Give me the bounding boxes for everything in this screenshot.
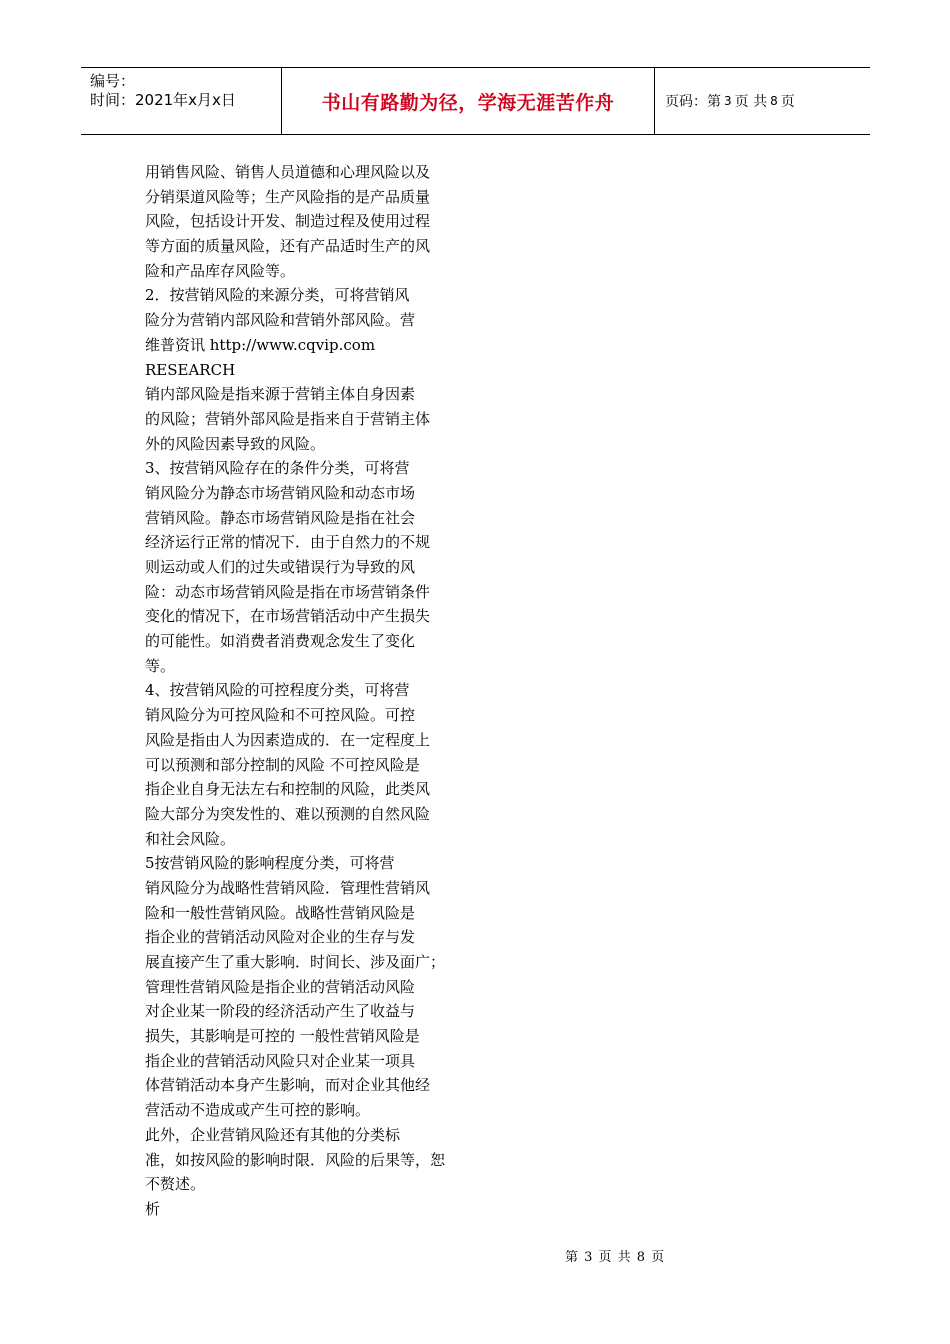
body-line: 销风险分为可控风险和不可控风险。可控 bbox=[145, 706, 416, 725]
body-line: 的风险；营销外部风险是指来自于营销主体 bbox=[145, 409, 431, 428]
body-line: 4、按营销风险的可控程度分类，可将营 bbox=[145, 681, 410, 700]
body-line: 展直接产生了重大影响．时间长、涉及面广； bbox=[145, 953, 446, 971]
header-page-indicator bbox=[665, 68, 795, 134]
body-line: 等。 bbox=[145, 656, 176, 675]
body-line: 险和产品库存风险等。 bbox=[145, 261, 296, 280]
body-line: 体营销活动本身产生影响，而对企业其他经 bbox=[145, 1076, 431, 1095]
body-line: 销内部风险是指来源于营销主体自身因素 bbox=[145, 385, 416, 404]
body-line: 险和一般性营销风险。战略性营销风险是 bbox=[145, 903, 416, 922]
body-line: 析 bbox=[145, 1199, 161, 1218]
body-line: 销风险分为战略性营销风险．管理性营销风 bbox=[145, 878, 431, 897]
body-line: 的可能性。如消费者消费观念发生了变化 bbox=[145, 632, 416, 651]
document-body bbox=[145, 160, 505, 1222]
body-line: 等方面的质量风险，还有产品适时生产的风 bbox=[145, 237, 431, 256]
page-current: 3 bbox=[724, 94, 732, 108]
body-line: 用销售风险、销售人员道德和心理风险以及 bbox=[145, 163, 431, 181]
body-line: 损失，其影响是可控的 一般性营销风险是 bbox=[145, 1027, 420, 1046]
body-line: 准，如按风险的影响时限．风险的后果等，恕 bbox=[145, 1150, 446, 1169]
body-line: 外的风险因素导致的风险。 bbox=[145, 434, 326, 453]
page-mid: 页 共 bbox=[734, 94, 768, 110]
body-line: 可以预测和部分控制的风险 不可控风险是 bbox=[145, 755, 420, 774]
body-line: 营活动不造成或产生可控的影响。 bbox=[145, 1101, 371, 1120]
body-line: 维普资讯 http://www.cqvip.com bbox=[145, 335, 376, 354]
time-label: 时间：2021年x月x日 bbox=[90, 91, 236, 109]
header-meta bbox=[90, 72, 236, 110]
body-line: 指企业自身无法左右和控制的风险，此类风 bbox=[145, 780, 431, 799]
body-line: 经济运行正常的情况下．由于自然力的不规 bbox=[145, 533, 431, 552]
body-line: 营销风险。静态市场营销风险是指在社会 bbox=[145, 508, 416, 527]
body-line: 风险，包括设计开发、制造过程及使用过程 bbox=[145, 212, 431, 231]
body-line: RESEARCH bbox=[145, 360, 236, 379]
body-line: 销风险分为静态市场营销风险和动态市场 bbox=[145, 483, 416, 502]
body-line: 险大部分为突发性的、难以预测的自然风险 bbox=[145, 804, 431, 823]
body-line: 对企业某一阶段的经济活动产生了收益与 bbox=[145, 1002, 416, 1021]
page-prefix: 页码：第 bbox=[665, 94, 721, 110]
body-line: 5按营销风险的影响程度分类，可将营 bbox=[145, 854, 395, 873]
body-line: 变化的情况下，在市场营销活动中产生损失 bbox=[145, 607, 431, 626]
page-header bbox=[81, 67, 870, 135]
body-line: 指企业的营销活动风险只对企业某一项具 bbox=[145, 1051, 416, 1070]
body-line: 和社会风险。 bbox=[145, 829, 236, 848]
body-line: 2．按营销风险的来源分类，可将营销风 bbox=[145, 286, 410, 305]
header-motto: 书山有路勤为径，学海无涯苦作舟 bbox=[321, 91, 615, 114]
body-line: 3、按营销风险存在的条件分类，可将营 bbox=[145, 459, 410, 478]
body-line: 险：动态市场营销风险是指在市场营销条件 bbox=[145, 582, 431, 601]
footer-page-number: 第 3 页 共 8 页 bbox=[565, 1250, 666, 1265]
page-total: 8 bbox=[770, 94, 778, 108]
body-line: 风险是指由人为因素造成的．在一定程度上 bbox=[145, 730, 431, 749]
body-line: 则运动或人们的过失或错误行为导致的风 bbox=[145, 558, 416, 576]
page-suffix: 页 bbox=[780, 94, 795, 110]
body-line: 管理性营销风险是指企业的营销活动风险 bbox=[145, 977, 416, 996]
body-line: 险分为营销内部风险和营销外部风险。营 bbox=[145, 311, 416, 330]
serial-label: 编号： bbox=[90, 72, 136, 90]
header-divider-right bbox=[654, 68, 655, 134]
body-line: 此外，企业营销风险还有其他的分类标 bbox=[145, 1125, 401, 1144]
body-line: 指企业的营销活动风险对企业的生存与发 bbox=[145, 928, 416, 947]
body-line: 分销渠道风险等；生产风险指的是产品质量 bbox=[145, 187, 431, 206]
body-line: 不赘述。 bbox=[145, 1175, 206, 1194]
